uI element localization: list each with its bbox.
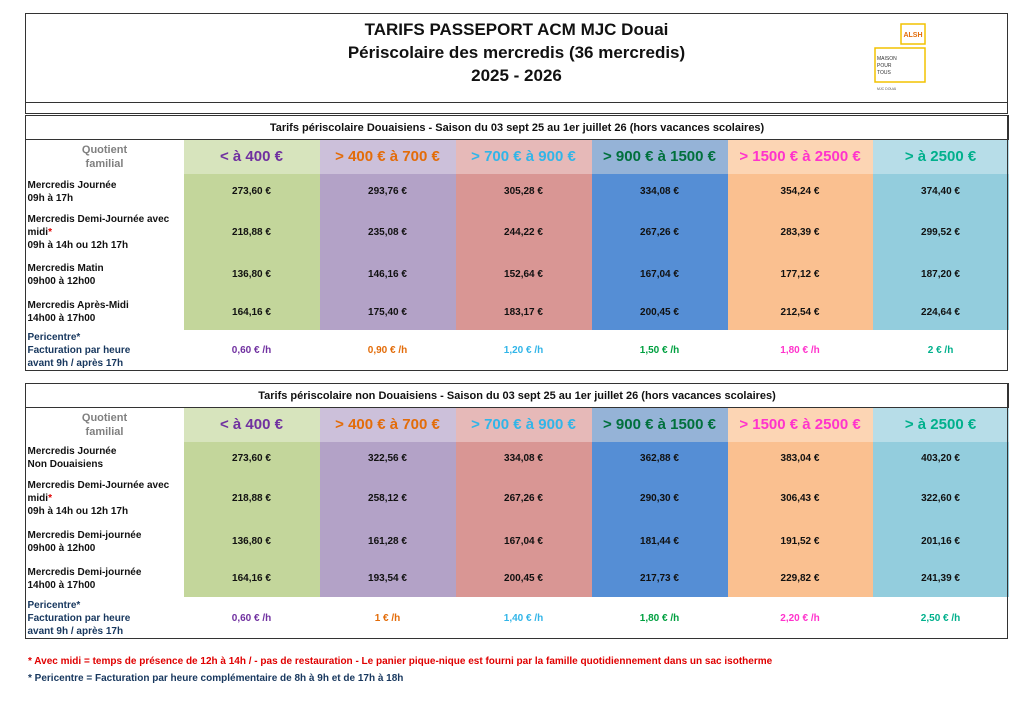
price-cell: 218,88 € — [184, 210, 320, 255]
price-cell: 187,20 € — [873, 255, 1009, 295]
price-cell: 383,04 € — [728, 442, 873, 475]
band-header: > 700 € à 900 € — [456, 140, 592, 174]
pericentre-row — [26, 597, 1009, 640]
band-header: > 1500 € à 2500 € — [728, 408, 873, 442]
table-row — [26, 255, 1009, 295]
price-cell: 290,30 € — [592, 475, 728, 523]
hourly-rate: 2,20 € /h — [780, 612, 820, 624]
price-cell: 334,08 € — [592, 174, 728, 210]
logo-line-2: POUR — [877, 63, 892, 69]
row-label: Pericentre* Facturation par heure avant 9h / après 17h — [27, 332, 131, 369]
table-row — [26, 561, 1009, 597]
price-cell: 201,16 € — [873, 523, 1009, 561]
hourly-rate: 1,80 € /h — [639, 612, 680, 624]
price-cell: 167,04 € — [592, 255, 728, 295]
hourly-rate: 2,50 € /h — [920, 612, 961, 624]
logo-line-3: TOUS — [877, 70, 891, 76]
band-header: > 400 € à 700 € — [320, 140, 456, 174]
price-cell: 258,12 € — [320, 475, 456, 523]
hourly-rate: 0,90 € /h — [367, 345, 408, 356]
row-label: Mercredis Demi-journée 09h00 à 12h00 — [27, 529, 142, 554]
price-cell: 212,54 € — [728, 295, 873, 330]
price-cell: 362,88 € — [592, 442, 728, 475]
hourly-rate: 1,80 € /h — [780, 345, 820, 356]
price-cell: 322,56 € — [320, 442, 456, 475]
band-header: > 900 € à 1500 € — [592, 408, 728, 442]
tarifs-table-non-douaisiens — [25, 383, 1009, 640]
title-line-3: 2025 - 2026 — [471, 66, 562, 85]
price-cell: 224,64 € — [873, 295, 1009, 330]
title-line-1: TARIFS PASSEPORT ACM MJC Douai — [364, 20, 669, 39]
logo-top-text: ALSH — [903, 32, 923, 39]
mjc-logo — [873, 22, 929, 92]
row-label: Pericentre* Facturation par heure avant 9h / après 17h — [27, 599, 131, 637]
price-cell: 235,08 € — [320, 210, 456, 255]
table-row — [26, 523, 1009, 561]
price-cell: 181,44 € — [592, 523, 728, 561]
row-label: Mercredis Demi-Journée avec midi* 09h à 14h ou 12h 17h — [27, 213, 170, 251]
price-cell: 293,76 € — [320, 174, 456, 210]
hourly-rate: 0,60 € /h — [231, 612, 272, 624]
footnote-pericentre: * Pericentre = Facturation par heure complémentaire de 8h à 9h et de 17h à 18h — [28, 673, 404, 684]
tarifs-table-douaisiens — [25, 115, 1009, 372]
table-row — [26, 295, 1009, 330]
header-separator — [25, 102, 1008, 114]
table-row — [26, 475, 1009, 523]
table-row — [26, 210, 1009, 255]
price-cell: 322,60 € — [873, 475, 1009, 523]
row-label: Mercredis Journée Non Douaisiens — [27, 446, 117, 470]
price-cell: 334,08 € — [456, 442, 592, 475]
logo-line-1: MAISON — [877, 56, 897, 62]
price-cell: 374,40 € — [873, 174, 1009, 210]
table-row — [26, 174, 1009, 210]
price-cell: 161,28 € — [320, 523, 456, 561]
band-header: > à 2500 € — [873, 140, 1009, 174]
price-cell: 306,43 € — [728, 475, 873, 523]
price-cell: 403,20 € — [873, 442, 1009, 475]
price-cell: 229,82 € — [728, 561, 873, 597]
quotient-familial-header: Quotient familial — [81, 411, 128, 438]
header-box — [25, 13, 1008, 103]
price-cell: 200,45 € — [456, 561, 592, 597]
price-cell: 267,26 € — [456, 475, 592, 523]
price-cell: 167,04 € — [456, 523, 592, 561]
price-cell: 241,39 € — [873, 561, 1009, 597]
page-title — [26, 18, 1007, 87]
price-cell: 177,12 € — [728, 255, 873, 295]
price-cell: 175,40 € — [320, 295, 456, 330]
price-cell: 193,54 € — [320, 561, 456, 597]
band-header: < à 400 € — [184, 408, 320, 442]
hourly-rate: 0,60 € /h — [231, 345, 272, 356]
row-label: Mercredis Demi-journée 14h00 à 17h00 — [27, 566, 142, 591]
band-header: > 700 € à 900 € — [456, 408, 592, 442]
hourly-rate: 1 € /h — [374, 612, 401, 624]
hourly-rate: 1,20 € /h — [503, 345, 544, 356]
logo-bottom-text: MJC DOUAI — [877, 87, 897, 91]
hourly-rate: 1,50 € /h — [639, 345, 680, 356]
table-caption: Tarifs périscolaire Douaisiens - Saison du 03 sept 25 au 1er juillet 26 (hors vacances scolaires) — [26, 116, 1009, 140]
band-header: > 1500 € à 2500 € — [728, 140, 873, 174]
pericentre-row — [26, 330, 1009, 372]
row-label: Mercredis Journée 09h à 17h — [27, 179, 117, 204]
price-cell: 191,52 € — [728, 523, 873, 561]
price-cell: 244,22 € — [456, 210, 592, 255]
price-cell: 136,80 € — [184, 255, 320, 295]
quotient-familial-header: Quotient familial — [81, 143, 128, 170]
price-cell: 299,52 € — [873, 210, 1009, 255]
price-cell: 136,80 € — [184, 523, 320, 561]
price-cell: 273,60 € — [184, 174, 320, 210]
asterisk: * — [48, 493, 52, 504]
table-caption: Tarifs périscolaire non Douaisiens - Saison du 03 sept 25 au 1er juillet 26 (hors vacances scolaires) — [26, 384, 1009, 408]
price-cell: 146,16 € — [320, 255, 456, 295]
price-cell: 218,88 € — [184, 475, 320, 523]
band-header: < à 400 € — [184, 140, 320, 174]
band-header: > 900 € à 1500 € — [592, 140, 728, 174]
row-label: Mercredis Demi-Journée avec midi* 09h à 14h ou 12h 17h — [27, 480, 170, 517]
asterisk: * — [48, 226, 52, 238]
title-line-2: Périscolaire des mercredis (36 mercredis) — [347, 43, 686, 62]
hourly-rate: 2 € /h — [927, 345, 954, 356]
table-row — [26, 442, 1009, 475]
row-label: Mercredis Après-Midi 14h00 à 17h00 — [27, 300, 129, 324]
price-cell: 305,28 € — [456, 174, 592, 210]
band-header: > 400 € à 700 € — [320, 408, 456, 442]
price-cell: 273,60 € — [184, 442, 320, 475]
price-cell: 283,39 € — [728, 210, 873, 255]
price-cell: 217,73 € — [592, 561, 728, 597]
price-cell: 267,26 € — [592, 210, 728, 255]
price-cell: 200,45 € — [592, 295, 728, 330]
price-cell: 152,64 € — [456, 255, 592, 295]
hourly-rate: 1,40 € /h — [503, 612, 544, 624]
row-label: Mercredis Matin 09h00 à 12h00 — [27, 262, 104, 287]
price-cell: 164,16 € — [184, 561, 320, 597]
footnote-midi: * Avec midi = temps de présence de 12h à 14h / - pas de restauration - Le panier pique-nique est fourni par la famille quotidiennement dans un sac isotherme — [28, 656, 773, 667]
band-header: > à 2500 € — [873, 408, 1009, 442]
price-cell: 164,16 € — [184, 295, 320, 330]
price-cell: 354,24 € — [728, 174, 873, 210]
price-cell: 183,17 € — [456, 295, 592, 330]
